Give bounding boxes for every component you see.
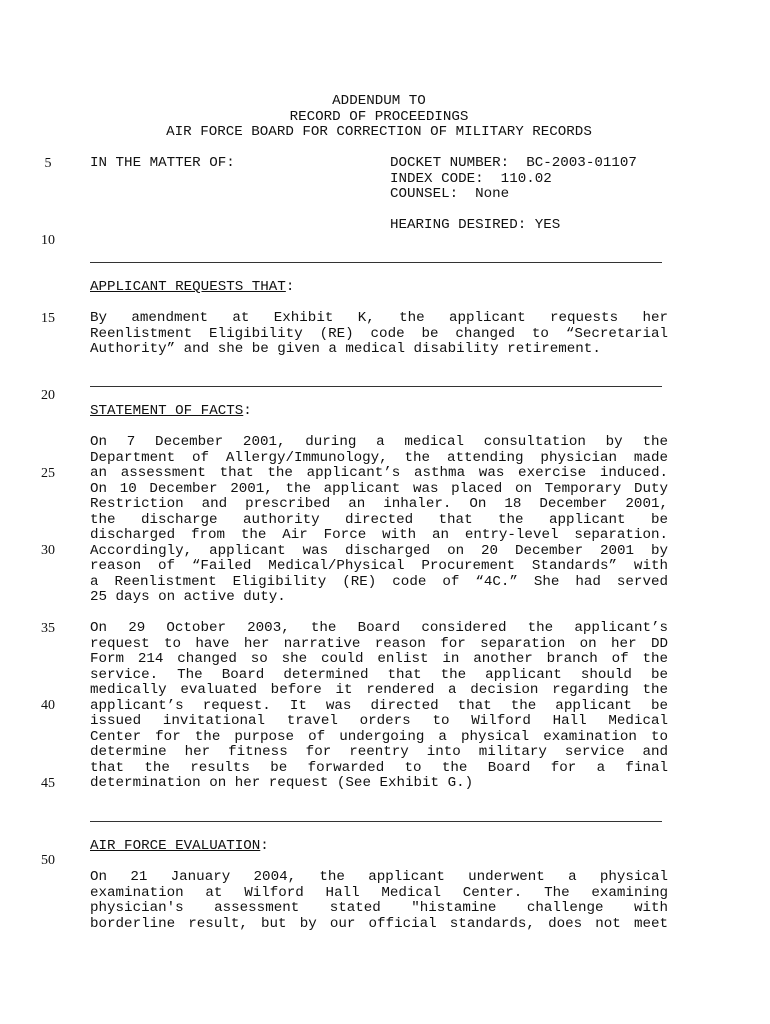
text-line: medically evaluated before it rendered a decision regarding the [90,682,668,698]
text-line: the discharge authority directed that the applicant be [90,511,668,528]
text-line: Reenlistment Eligibility (RE) code be changed to “Secretarial [90,325,668,342]
text-line: On 10 December 2001, the applicant was placed on Temporary Duty [90,480,668,497]
text-line: On 7 December 2001, during a medical consultation by the [90,434,668,450]
text-line: Form 214 changed so she could enlist in another branch of the [90,651,668,667]
section-heading-evaluation: AIR FORCE EVALUATION: [90,838,269,854]
line-number: 45 [41,776,55,791]
text-line: By amendment at Exhibit K, the applicant requests her [90,310,668,326]
line-number: 35 [41,621,55,636]
text-line: Center for the purpose of undergoing a physical examination to [90,728,668,745]
requests-paragraph [90,311,668,358]
text-line: Authority” and she be given a medical disability retirement. [90,341,601,357]
text-line: reason of “Failed Medical/Physical Procurement Standards” with [90,558,668,574]
line-number: 15 [41,311,55,326]
text-line: Restriction and prescribed an inhaler. On 18 December 2001, [90,496,668,512]
text-line: a Reenlistment Eligibility (RE) code of “4C.” She had served [90,573,668,590]
text-line: borderline result, but by our official standards, does not meet [90,915,668,932]
divider [90,821,662,822]
board-title: AIR FORCE BOARD FOR CORRECTION OF MILITARY RECORDS [166,124,592,140]
line-number: 50 [41,853,55,868]
index-code: INDEX CODE: 110.02 [390,170,552,187]
text-line: applicant’s request. It was directed that the applicant be [90,697,668,714]
text-line: discharged from the Air Force with an entry-level separation. [90,527,668,543]
section-heading-facts: STATEMENT OF FACTS: [90,403,252,419]
text-line: determine her fitness for reentry into military service and [90,744,668,760]
text-line: examination at Wilford Hall Medical Center. The examining [90,884,668,901]
text-line: determination on her request (See Exhibit G.) [90,775,474,791]
line-number: 5 [44,156,52,171]
text-line: Department of Allergy/Immunology, the attending physician made [90,449,668,466]
hearing-desired: HEARING DESIRED: YES [390,217,561,233]
addendum-title: ADDENDUM TO [332,93,426,109]
text-line: On 21 January 2004, the applicant underwent a physical [90,869,668,885]
divider [90,386,662,387]
counsel: COUNSEL: None [390,186,510,202]
text-line: 25 days on active duty. [90,589,286,605]
evaluation-paragraph [90,870,668,932]
text-line: request to have her narrative reason for separation on her DD [90,635,668,652]
docket-number: DOCKET NUMBER: BC-2003-01107 [390,155,637,171]
line-number: 30 [41,543,55,558]
section-heading-requests: APPLICANT REQUESTS THAT: [90,279,295,295]
matter-label: IN THE MATTER OF: [90,155,235,171]
record-title: RECORD OF PROCEEDINGS [289,108,469,125]
line-number: 40 [41,698,55,713]
line-number: 10 [41,233,55,248]
text-line: physician's assessment stated "histamine challenge with [90,900,668,916]
text-line: On 29 October 2003, the Board considered the applicant’s [90,620,668,636]
facts-paragraph-1 [90,435,668,606]
text-line: an assessment that the applicant’s asthma was exercise induced. [90,465,668,481]
text-line: issued invitational travel orders to Wilford Hall Medical [90,713,668,729]
text-line: service. The Board determined that the applicant should be [90,666,668,683]
line-number: 20 [41,388,55,403]
text-line: Accordingly, applicant was discharged on 20 December 2001 by [90,542,668,559]
divider [90,262,662,263]
text-line: that the results be forwarded to the Board for a final [90,759,668,776]
facts-paragraph-2 [90,621,668,792]
line-number: 25 [41,466,55,481]
